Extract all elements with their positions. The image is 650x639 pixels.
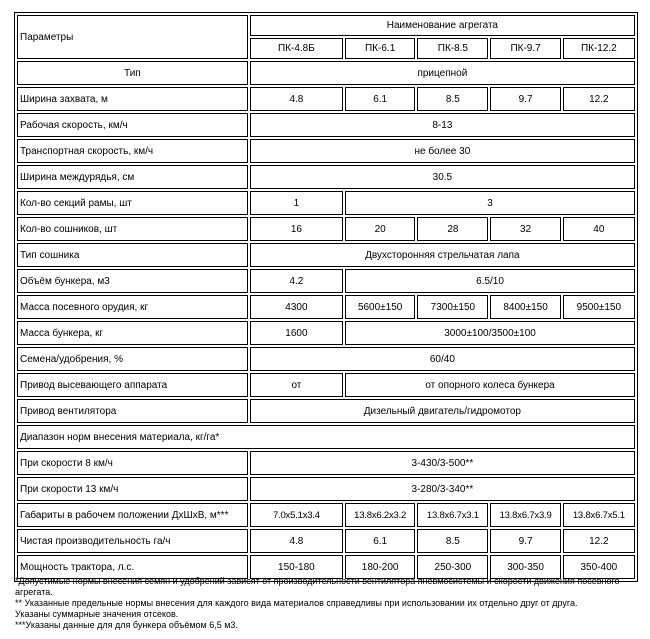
- unit-name-header: Наименование агрегата: [250, 15, 635, 36]
- row-value: 3: [345, 191, 635, 215]
- row-label: Ширина междурядья, см: [17, 165, 248, 189]
- row-value: от опорного колеса бункера: [345, 373, 635, 397]
- cell-value: 4.8: [250, 529, 343, 553]
- cell-value: 12.2: [563, 87, 635, 111]
- row-label: Диапазон норм внесения материала, кг/га*: [17, 425, 635, 449]
- cell-value: 7.0х5.1х3.4: [250, 503, 343, 527]
- cell-value: 13.8х6.7х5.1: [563, 503, 635, 527]
- model-header: ПК-4.8Б: [250, 38, 343, 59]
- cell-value: 300-350: [490, 555, 560, 579]
- row-label: Привод высевающего аппарата: [17, 373, 248, 397]
- table-row: [17, 399, 635, 423]
- cell-value: 13.8х6.7х3.1: [417, 503, 488, 527]
- footnote: Указаны суммарные значения отсеков.: [15, 609, 179, 619]
- table-row: [17, 451, 635, 475]
- row-label: Объём бункера, м3: [17, 269, 248, 293]
- table-row: [17, 61, 635, 85]
- table-row: [17, 139, 635, 163]
- row-label: Рабочая скорость, км/ч: [17, 113, 248, 137]
- footnote: *Допустимые нормы внесения семян и удобрений зависят от производительности вентилятора пневмосистемы и скорости движения посевного агрегата.: [15, 576, 620, 597]
- row-label: Семена/удобрения, %: [17, 347, 248, 371]
- cell-value: 32: [490, 217, 560, 241]
- row-label: Кол-во секций рамы, шт: [17, 191, 248, 215]
- row-label: Габариты в рабочем положении ДхШхВ, м***: [17, 503, 248, 527]
- table-row: [17, 243, 635, 267]
- cell-value: 28: [417, 217, 488, 241]
- row-value: 8-13: [250, 113, 635, 137]
- table-row: [17, 87, 635, 111]
- footnote: ** Указанные предельные нормы внесения для каждого вида материалов справедливы при использовании их отдельно друг от друга.: [15, 598, 578, 608]
- cell-value: 9.7: [490, 87, 560, 111]
- row-label: Масса посевного орудия, кг: [17, 295, 248, 319]
- cell-value: 13.8х6.7х3.9: [490, 503, 560, 527]
- table-row: [17, 477, 635, 501]
- cell-value: 250-300: [417, 555, 488, 579]
- row-label: Масса бункера, кг: [17, 321, 248, 345]
- cell-value: 8400±150: [490, 295, 560, 319]
- footnotes: [15, 576, 640, 631]
- row-value: Двухсторонняя стрельчатая лапа: [250, 243, 635, 267]
- params-header: Параметры: [17, 15, 248, 59]
- row-label: Тип: [17, 61, 248, 85]
- cell-value: от: [250, 373, 343, 397]
- row-label: Тип сошника: [17, 243, 248, 267]
- cell-value: 13.8х6.2х3.2: [345, 503, 415, 527]
- cell-value: 6.1: [345, 529, 415, 553]
- table-row: [17, 425, 635, 449]
- row-label: Транспортная скорость, км/ч: [17, 139, 248, 163]
- cell-value: 8.5: [417, 87, 488, 111]
- cell-value: 1: [250, 191, 343, 215]
- row-label: При скорости 8 км/ч: [17, 451, 248, 475]
- table-row: [17, 295, 635, 319]
- row-label: Мощность трактора, л.с.: [17, 555, 248, 579]
- model-header: ПК-12.2: [563, 38, 635, 59]
- row-value: 3-280/3-340**: [250, 477, 635, 501]
- cell-value: 9.7: [490, 529, 560, 553]
- row-value: 6.5/10: [345, 269, 635, 293]
- table-row: [17, 321, 635, 345]
- model-header: ПК-6.1: [345, 38, 415, 59]
- spec-table: [14, 12, 638, 582]
- table-row: [17, 269, 635, 293]
- row-value: 30.5: [250, 165, 635, 189]
- row-value: Дизельный двигатель/гидромотор: [250, 399, 635, 423]
- cell-value: 8.5: [417, 529, 488, 553]
- table-row: [17, 191, 635, 215]
- cell-value: 6.1: [345, 87, 415, 111]
- row-label: Кол-во сошников, шт: [17, 217, 248, 241]
- table-row: [17, 373, 635, 397]
- table-row: [17, 529, 635, 553]
- cell-value: 4300: [250, 295, 343, 319]
- cell-value: 350-400: [563, 555, 635, 579]
- cell-value: 12.2: [563, 529, 635, 553]
- row-label: Чистая производительность га/ч: [17, 529, 248, 553]
- table-row: [17, 113, 635, 137]
- table-row: [17, 165, 635, 189]
- row-label: Привод вентилятора: [17, 399, 248, 423]
- model-header: ПК-9.7: [490, 38, 560, 59]
- table-row: [17, 503, 635, 527]
- row-value: 3-430/3-500**: [250, 451, 635, 475]
- model-header: ПК-8.5: [417, 38, 488, 59]
- table-row: [17, 217, 635, 241]
- row-value: 3000±100/3500±100: [345, 321, 635, 345]
- cell-value: 7300±150: [417, 295, 488, 319]
- cell-value: 150-180: [250, 555, 343, 579]
- cell-value: 40: [563, 217, 635, 241]
- row-label: При скорости 13 км/ч: [17, 477, 248, 501]
- cell-value: 9500±150: [563, 295, 635, 319]
- row-value: прицепной: [250, 61, 635, 85]
- table-header-row: [17, 15, 635, 36]
- footnote: ***Указаны данные для для бункера объёмом 6,5 м3.: [15, 620, 238, 630]
- cell-value: 180-200: [345, 555, 415, 579]
- table-row: [17, 347, 635, 371]
- cell-value: 4.2: [250, 269, 343, 293]
- cell-value: 16: [250, 217, 343, 241]
- row-label: Ширина захвата, м: [17, 87, 248, 111]
- row-value: 60/40: [250, 347, 635, 371]
- cell-value: 5600±150: [345, 295, 415, 319]
- cell-value: 1600: [250, 321, 343, 345]
- row-value: не более 30: [250, 139, 635, 163]
- cell-value: 20: [345, 217, 415, 241]
- cell-value: 4.8: [250, 87, 343, 111]
